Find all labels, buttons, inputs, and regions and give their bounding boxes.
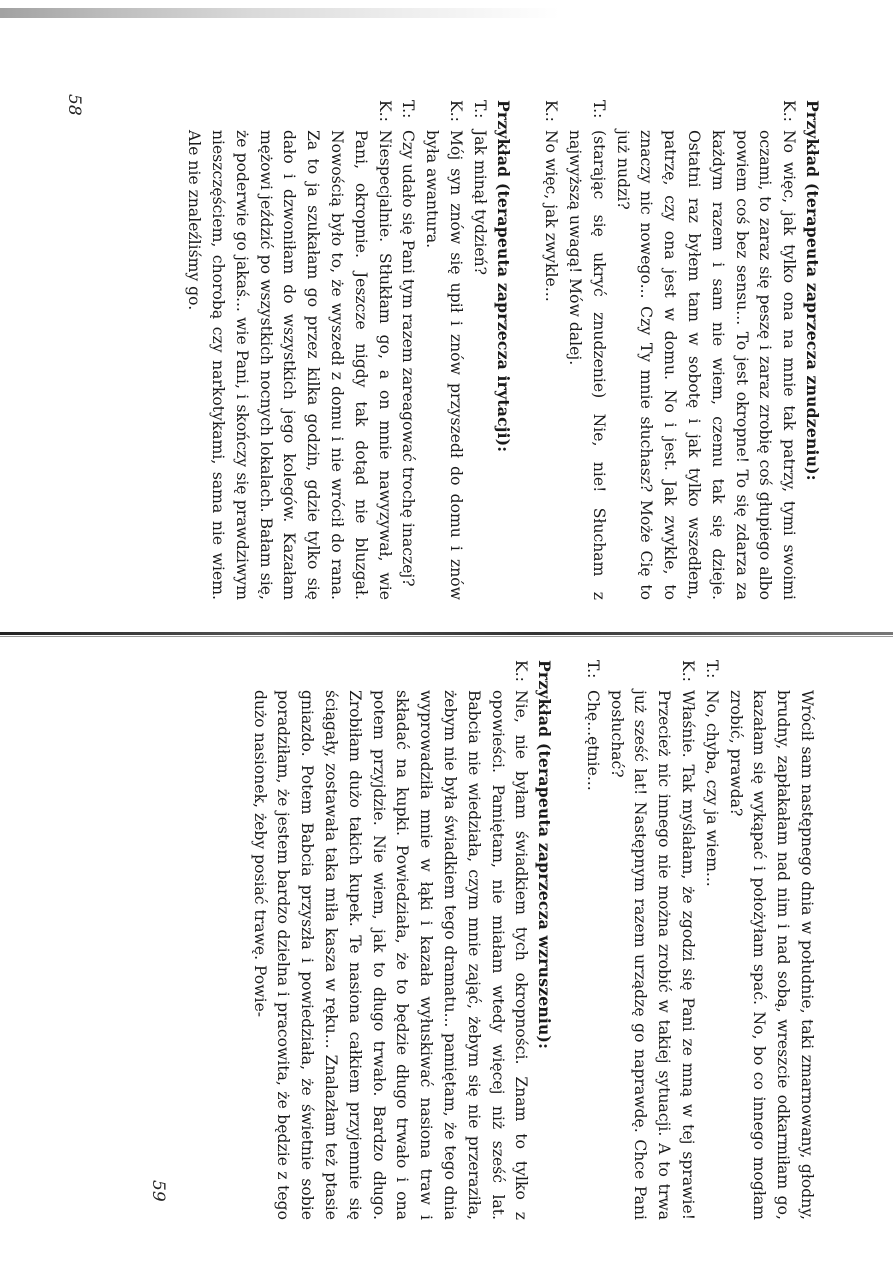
turn-text: (starając się ukryć znudzenie) Nie, nie! Słucham z najwyższą uwagą! Mów dalej. — [566, 130, 608, 600]
page-58-text — [181, 100, 824, 600]
speaker-label: K.: — [375, 100, 394, 122]
dialogue-turn — [580, 660, 604, 1220]
turn-text: No więc, jak tylko ona na mnie tak patrzy, tymi swoimi oczami, to zaraz się peszę i zaraz zrobię coś głupiego albo powiem coś bez sensu... To jest okropne! To się zdarza za każdym razem i sam nie wiem, czemu tak się dzieje. Ostatni raz byłem tam w sobotę i jak tylko wszedłem, patrzę, czy ona jest w domu. No i jest. Jak zwykle, to znaczy nic nowego... Czy Ty mnie słuchasz? Może Cię to już nudzi? — [613, 130, 799, 600]
page-58 — [64, 94, 824, 600]
spacer — [556, 660, 580, 1220]
dialogue-turn — [604, 660, 699, 1220]
dialogue-turn — [562, 100, 610, 600]
dialogue-turn — [181, 100, 395, 600]
dialogue-turn — [419, 100, 467, 600]
dialogue-turn — [396, 100, 420, 600]
turn-text: No, chyba, czy ja wiem... — [702, 690, 721, 887]
scan-artifact — [0, 8, 560, 18]
section-heading: Przykład (terapeuta zaprzecza wzruszeniu): — [535, 660, 555, 1050]
speaker-label: T.: — [589, 100, 608, 119]
page-number: 59 — [148, 1180, 168, 1202]
turn-text: Chę...ętnie... — [583, 690, 602, 791]
page-59 — [128, 660, 818, 1220]
page-number: 58 — [64, 94, 84, 116]
dialogue-turn — [467, 100, 491, 600]
turn-text: Nie, nie byłam świadkiem tych okropności. Znam to tylko z opowieści. Pamiętam, nie miałam wtedy więcej niż sześć lat. Babcia nie wiedziała, czym mnie zająć, żebym się nie przeraziła, żebym nie była świadkiem tego dramatu... pamiętam, że tego dnia wyprowadziła mnie w łąki i kazała wyłuskiwać nasiona traw i składać na kupki. Powiedziała, że to będzie długo trwało i ona potem przyjdzie. Nie wiem, jak to długo trwało. Bardzo długo. Zrobiłam dużo takich kupek. Te nasiona całkiem przyjemnie się ściągały, zostawała taka miła kasza w ręku... Znalazłam też ptasie gniazdo. Potem Babcia przyszła i powiedziała, że świetnie sobie poradziłam, że jestem bardzo dzielna i pracowita, że będzie z tego dużo nasionek, żeby posiać trawę. Powie- — [250, 690, 531, 1220]
turn-text: Mój syn znów się upił i znów przyszedł do domu i znów była awantura. — [423, 130, 466, 600]
turn-text: Czy udało się Pani tym razem zareagować trochę inaczej? — [399, 130, 418, 587]
page-spine-divider — [0, 632, 893, 635]
continuation-paragraph: Wrócił sam następnego dnia w południe, taki zmarnowany, głodny, brudny, zapłakałam nad nim i nad sobą, wreszcie odkarmiłam go, kazałam się wykąpać i położyłam spać. No, bo co innego mogłam zrobić, prawda? — [726, 690, 816, 1220]
speaker-label: K.: — [679, 660, 698, 682]
speaker-label: K.: — [447, 100, 466, 122]
speaker-label: T.: — [702, 660, 721, 679]
turn-text: Jak minął tydzień? — [470, 130, 489, 275]
turn-text: Właśnie. Tak myślałam, że zgodzi się Pani ze mną w tej sprawie! Przecież nic innego nie można zrobić w takiej sytuacji. A to trwa już sześć lat! Następnym razem urządzę go naprawdę. Chce Pani posłuchać? — [607, 690, 698, 1220]
section-heading: Przykład (terapeuta zaprzecza znudzeniu): — [803, 100, 822, 481]
spacer — [515, 100, 539, 600]
section-heading: Przykład (terapeuta zaprzecza irytacji): — [493, 100, 513, 453]
speaker-label: K.: — [512, 660, 531, 682]
turn-text: No więc, jak zwykle... — [542, 130, 561, 302]
page-spine-shadow — [0, 636, 893, 637]
page-59-text — [247, 660, 818, 1220]
speaker-label: T.: — [470, 100, 489, 119]
dialogue-turn — [699, 660, 723, 1220]
speaker-label: T.: — [399, 100, 418, 119]
speaker-label: T.: — [583, 660, 602, 679]
speaker-label: K.: — [780, 100, 799, 122]
dialogue-turn — [610, 100, 800, 600]
speaker-label: K.: — [542, 100, 561, 122]
dialogue-turn — [247, 660, 533, 1220]
dialogue-turn — [538, 100, 562, 600]
turn-text: Niespecjalnie. Stłukłam go, a on mnie nawyzywał, wie Pani, okropnie. Jeszcze nigdy tak dotąd nie bluzgał. Nowością było to, że wyszedł z domu i nie wrócił do rana. Za to ja szukałam go przez kilka godzin, gdzie tylko się dało i dzwoniłam do wszystkich jego kolegów. Kazałam mężowi jeździć po wszystkich nocnych lokalach. Bałam się, że poderwie go jakaś... wie Pani, i skończy się prawdziwym nieszczęściem, chorobą czy narkotykami, sama nie wiem. Ale nie znaleźliśmy go. — [185, 130, 394, 600]
